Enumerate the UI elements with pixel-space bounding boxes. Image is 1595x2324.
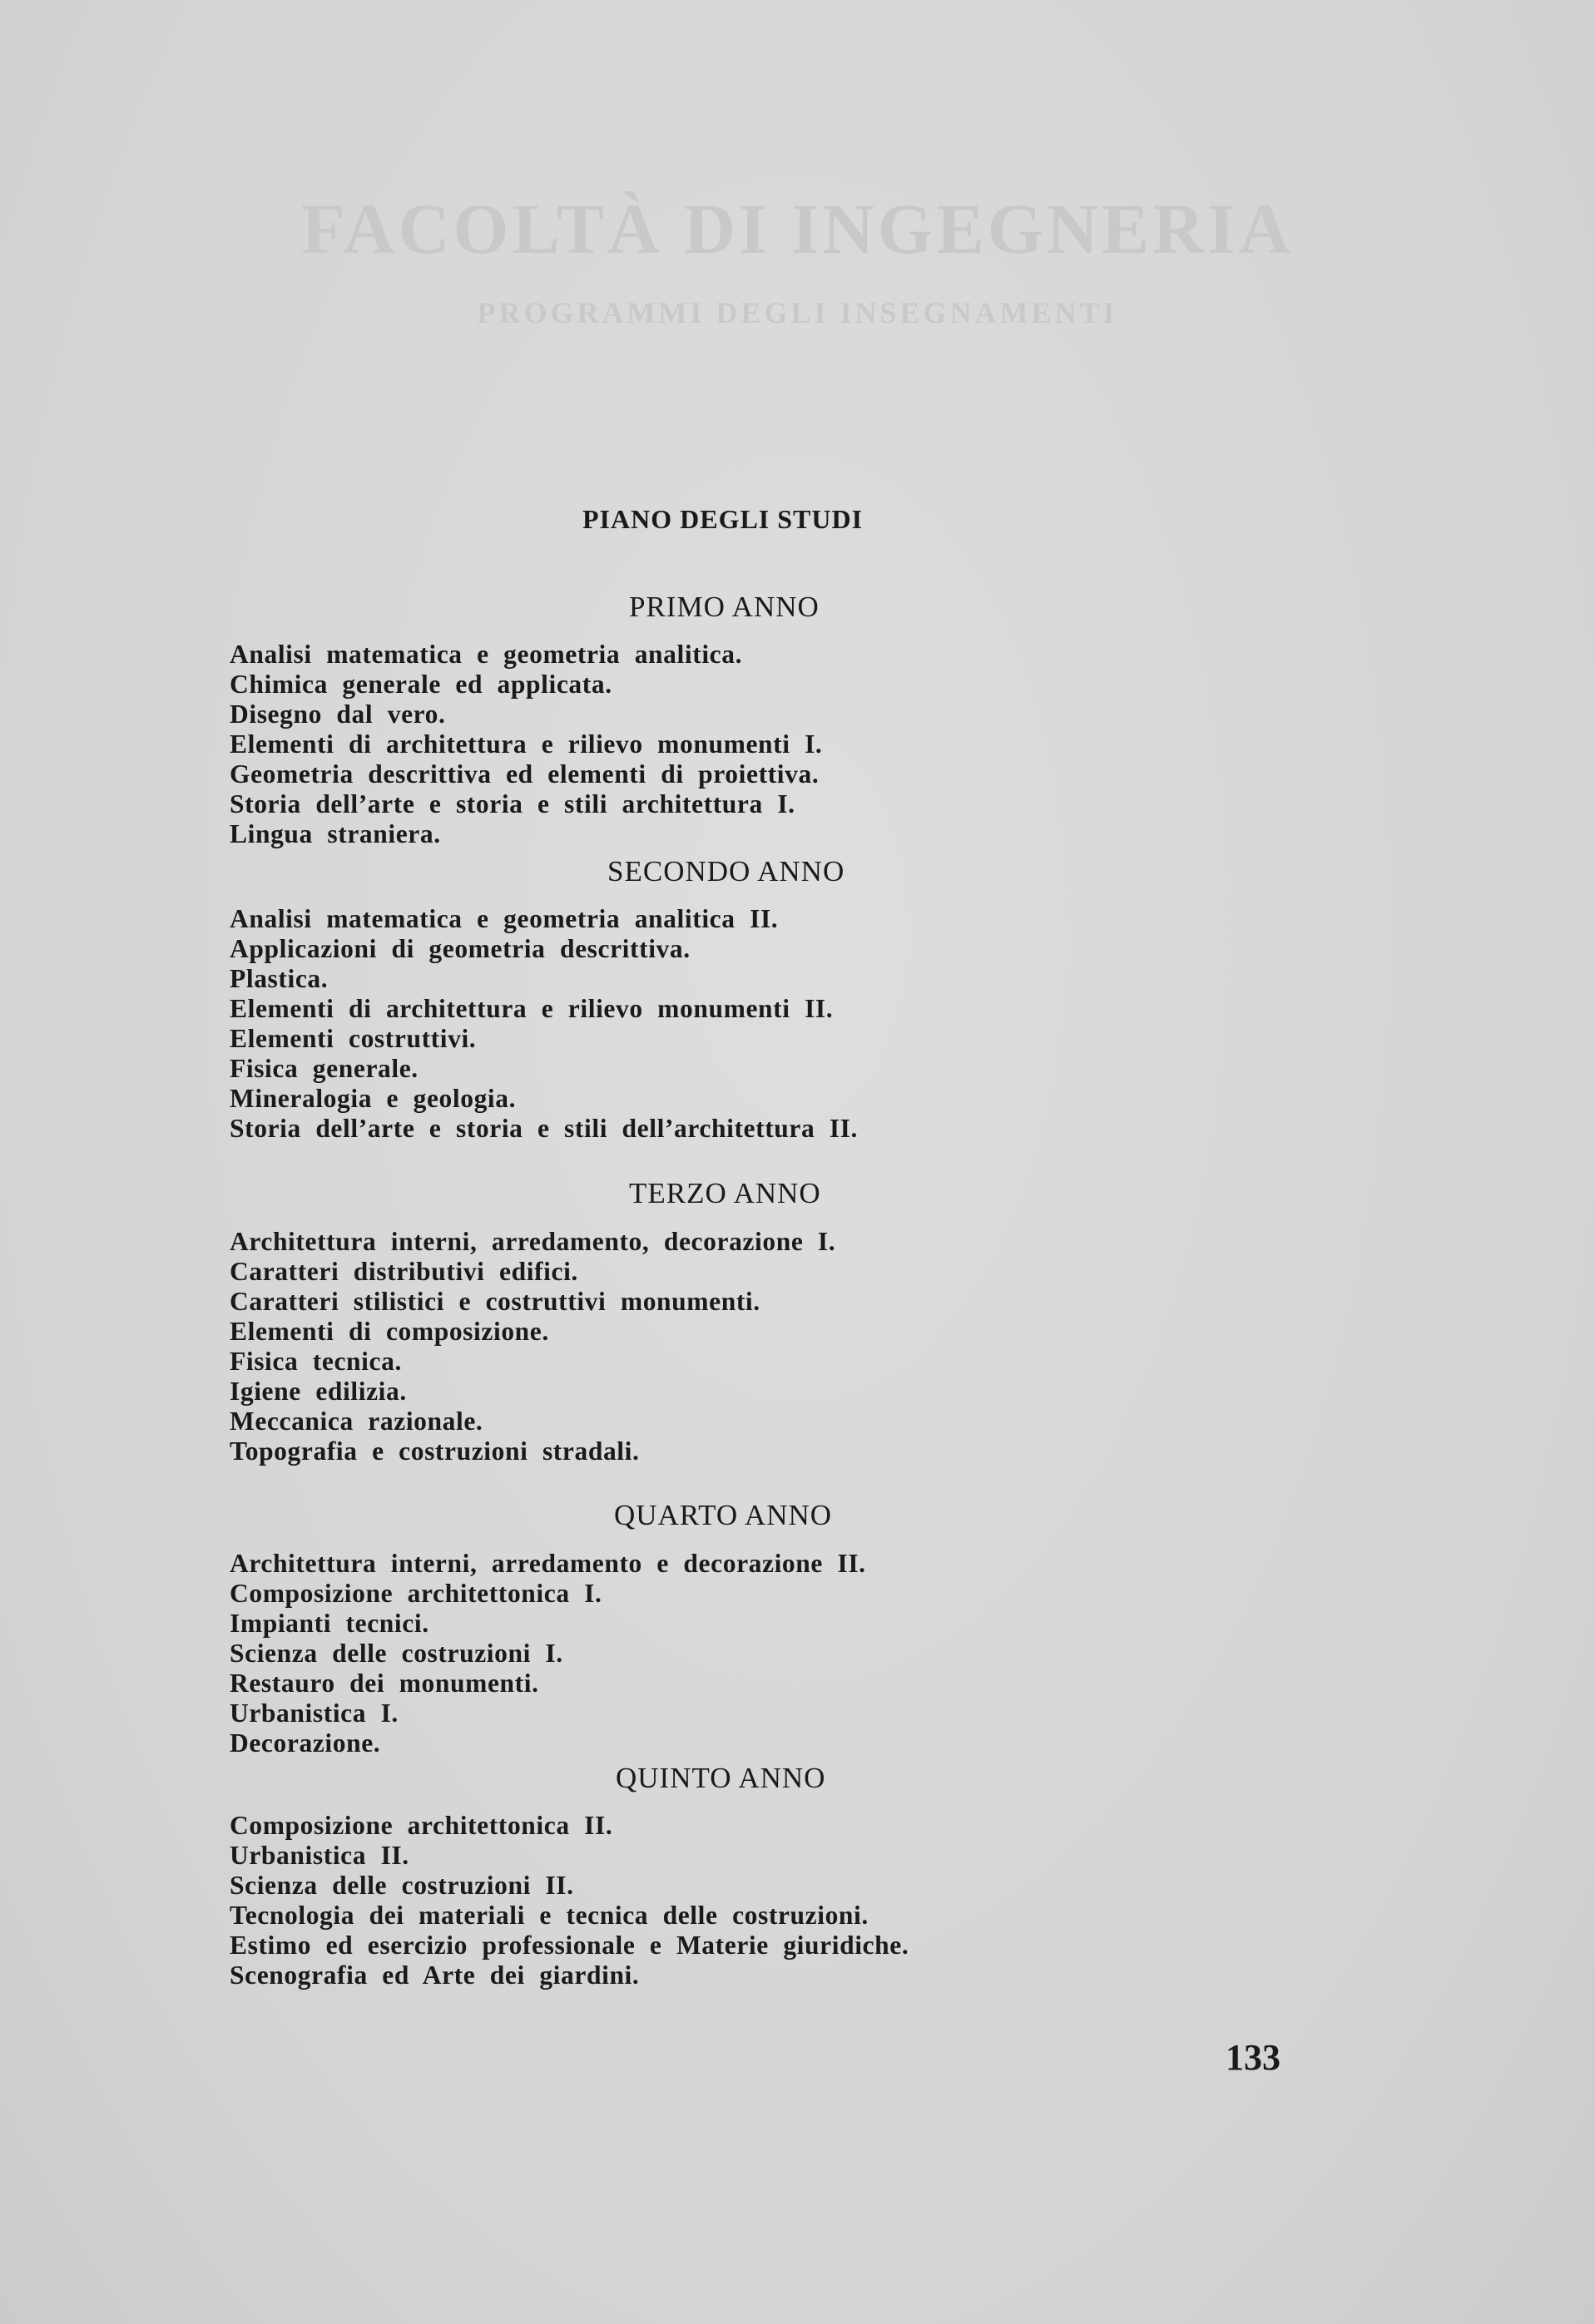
list-item: Restauro dei monumenti. (230, 1669, 539, 1698)
list-item: Estimo ed esercizio professionale e Materie giuridiche. (230, 1931, 909, 1960)
list-item: Scienza delle costruzioni II. (230, 1871, 574, 1900)
list-item: Meccanica razionale. (230, 1407, 483, 1436)
course-list-terzo (230, 1227, 835, 1466)
show-through-title: FACOLTÀ DI INGEGNERIA (301, 189, 1294, 269)
list-item: Composizione architettonica I. (230, 1579, 602, 1608)
course-list-quarto (230, 1549, 866, 1758)
list-item: Geometria descrittiva ed elementi di proiettiva. (230, 759, 820, 789)
year-heading-secondo: SECONDO ANNO (607, 855, 845, 888)
list-item: Fisica tecnica. (230, 1347, 402, 1376)
list-item: Caratteri stilistici e costruttivi monumenti. (230, 1287, 760, 1316)
list-item: Architettura interni, arredamento, decorazione I. (230, 1227, 836, 1256)
list-item: Storia dell’arte e storia e stili architettura I. (230, 789, 795, 818)
list-item: Storia dell’arte e storia e stili dell’architettura II. (230, 1114, 859, 1143)
list-item: Caratteri distributivi edifici. (230, 1257, 578, 1286)
list-item: Elementi di composizione. (230, 1317, 549, 1346)
list-item: Analisi matematica e geometria analitica. (230, 640, 743, 669)
list-item: Impianti tecnici. (230, 1609, 429, 1638)
list-item: Igiene edilizia. (230, 1377, 407, 1406)
course-list-primo (230, 640, 822, 849)
list-item: Scienza delle costruzioni I. (230, 1639, 563, 1668)
list-item: Chimica generale ed applicata. (230, 670, 612, 699)
list-item: Topografia e costruzioni stradali. (230, 1436, 640, 1466)
list-item: Lingua straniera. (230, 819, 441, 848)
list-item: Disegno dal vero. (230, 700, 446, 729)
list-item: Tecnologia dei materiali e tecnica delle costruzioni. (230, 1901, 869, 1930)
course-list-secondo (230, 904, 858, 1144)
list-item: Applicazioni di geometria descrittiva. (230, 934, 691, 963)
year-heading-primo: PRIMO ANNO (629, 591, 820, 623)
list-item: Elementi di architettura e rilievo monumenti I. (230, 729, 823, 759)
show-through-subtitle: PROGRAMMI DEGLI INSEGNAMENTI (477, 296, 1118, 329)
page-number: 133 (1226, 2037, 1280, 2078)
list-item: Mineralogia e geologia. (230, 1084, 517, 1113)
list-item: Plastica. (230, 964, 329, 993)
list-item: Architettura interni, arredamento e decorazione II. (230, 1549, 866, 1578)
page-title: PIANO DEGLI STUDI (582, 504, 864, 534)
list-item: Elementi di architettura e rilievo monumenti II. (230, 994, 834, 1023)
list-item: Fisica generale. (230, 1054, 419, 1083)
list-item: Urbanistica II. (230, 1841, 409, 1870)
list-item: Urbanistica I. (230, 1698, 399, 1728)
list-item: Analisi matematica e geometria analitica II. (230, 904, 779, 933)
course-list-quinto (230, 1811, 909, 1990)
year-heading-terzo: TERZO ANNO (629, 1177, 821, 1209)
list-item: Elementi costruttivi. (230, 1024, 477, 1053)
year-heading-quarto: QUARTO ANNO (614, 1499, 833, 1531)
list-item: Composizione architettonica II. (230, 1811, 613, 1840)
year-heading-quinto: QUINTO ANNO (616, 1762, 826, 1794)
list-item: Decorazione. (230, 1728, 381, 1758)
list-item: Scenografia ed Arte dei giardini. (230, 1961, 640, 1990)
